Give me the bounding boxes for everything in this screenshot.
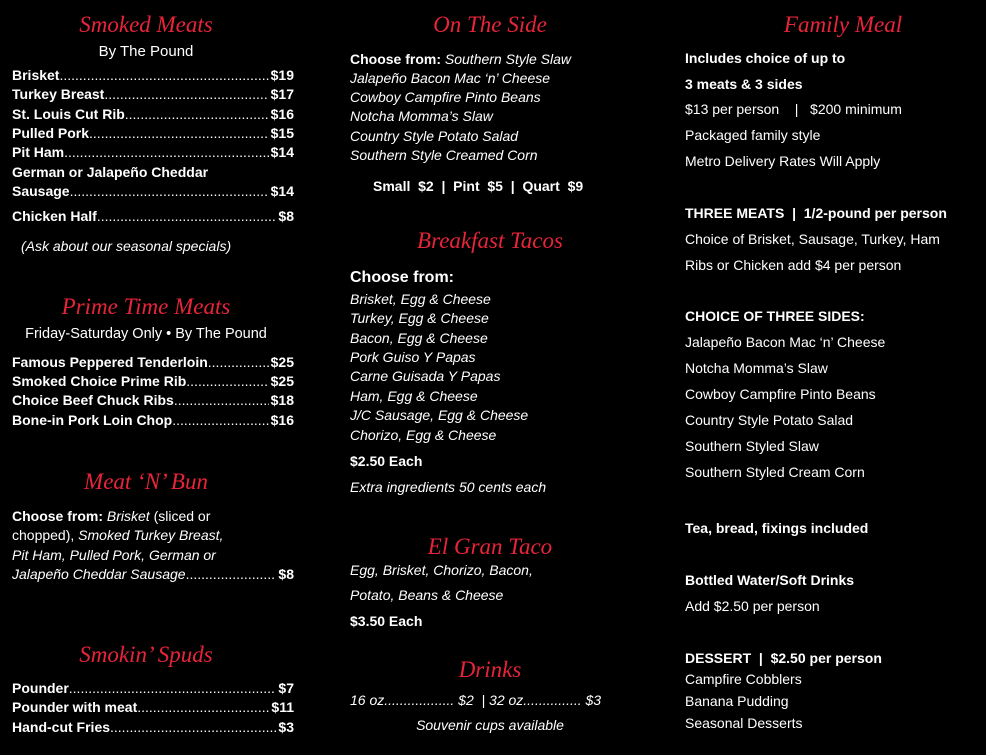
dessert-item: Banana Pudding (685, 693, 789, 709)
taco-item: Ham, Egg & Cheese (350, 388, 478, 404)
meat-n-bun-title: Meat ‘N’ Bun (84, 469, 208, 494)
taco-item: Bacon, Egg & Cheese (350, 330, 488, 346)
family-side-item: Notcha Momma’s Slaw (685, 360, 828, 376)
meats-line: Ribs or Chicken add $4 per person (685, 257, 902, 273)
taco-item: J/C Sausage, Egg & Cheese (350, 407, 529, 423)
family-side-item: Southern Styled Cream Corn (685, 464, 865, 480)
dessert-item: Seasonal Desserts (685, 715, 803, 731)
tacos-extra: Extra ingredients 50 cents each (350, 479, 547, 495)
on-the-side-title: On The Side (433, 12, 547, 37)
smoked-meats-subtitle: By The Pound (98, 43, 194, 60)
side-item: Cowboy Campfire Pinto Beans (350, 89, 541, 105)
taco-item: Chorizo, Egg & Cheese (350, 427, 497, 443)
family-line: Metro Delivery Rates Will Apply (685, 153, 881, 169)
family-line: Packaged family style (685, 127, 821, 143)
family-side-item: Southern Styled Slaw (685, 438, 819, 454)
sides-head: CHOICE OF THREE SIDES: (685, 308, 865, 324)
taco-item: Turkey, Egg & Cheese (350, 310, 489, 326)
menu-item: Brisket ..... $19 (12, 67, 294, 83)
family-line: Includes choice of up to (685, 50, 846, 66)
menu-item: Pounder with meat ..... $11 (12, 699, 294, 715)
menu-item: Jalapeño Cheddar Sausage ..... $8 (12, 566, 294, 582)
side-item: Jalapeño Bacon Mac ‘n’ Cheese (350, 70, 551, 86)
menu-item: Hand-cut Fries ..... $3 (12, 719, 294, 735)
dessert-item: Campfire Cobblers (685, 671, 802, 687)
gran-line-1: Egg, Brisket, Chorizo, Bacon, (350, 562, 533, 578)
drinks-line: 16 oz.................. $2 | 32 oz............... $3 (350, 692, 602, 708)
seasonal-note: (Ask about our seasonal specials) (21, 238, 232, 254)
side-item: Notcha Momma’s Slaw (350, 108, 493, 124)
water-head: Bottled Water/Soft Drinks (685, 572, 855, 588)
taco-item: Carne Guisada Y Papas (350, 368, 501, 384)
menu-item: Smoked Choice Prime Rib ..... $25 (12, 373, 294, 389)
menu-item: Famous Peppered Tenderloin ..... $25 (12, 354, 294, 370)
taco-item: Pork Guiso Y Papas (350, 349, 476, 365)
menu-item: Pulled Pork ..... $15 (12, 125, 294, 141)
gran-price: $3.50 Each (350, 613, 423, 629)
tacos-choose: Choose from: (350, 269, 454, 286)
side-item: Country Style Potato Salad (350, 128, 519, 144)
menu-item: Pit Ham ..... $14 (12, 144, 294, 160)
meats-line: Choice of Brisket, Sausage, Turkey, Ham (685, 231, 940, 247)
sausage-line: German or Jalapeño Cheddar (12, 164, 209, 180)
bun-line-1: Choose from: Brisket (sliced or (12, 508, 211, 524)
family-side-item: Country Style Potato Salad (685, 412, 854, 428)
el-gran-taco-title: El Gran Taco (427, 534, 553, 559)
family-meal-title: Family Meal (783, 12, 903, 37)
dessert-head: DESSERT | $2.50 per person (685, 650, 882, 666)
prime-meats-subtitle: Friday-Saturday Only • By The Pound (25, 326, 267, 342)
family-line: $13 per person | $200 minimum (685, 101, 902, 117)
menu-item: Pounder ..... $7 (12, 680, 294, 696)
menu-item: Turkey Breast ..... $17 (12, 86, 294, 102)
bun-line-2: chopped), Smoked Turkey Breast, (12, 527, 224, 543)
bun-line-3: Pit Ham, Pulled Pork, German or (12, 547, 216, 563)
side-item: Southern Style Creamed Corn (350, 147, 538, 163)
menu-item: Choice Beef Chuck Ribs ..... $18 (12, 392, 294, 408)
side-sizes: Small $2 | Pint $5 | Quart $9 (373, 178, 584, 194)
menu-item: Sausage ..... $14 (12, 183, 294, 199)
breakfast-tacos-title: Breakfast Tacos (417, 228, 563, 253)
taco-item: Brisket, Egg & Cheese (350, 291, 491, 307)
tea-line: Tea, bread, fixings included (685, 520, 869, 536)
menu-item: Bone-in Pork Loin Chop ..... $16 (12, 412, 294, 428)
gran-line-2: Potato, Beans & Cheese (350, 587, 504, 603)
tacos-price: $2.50 Each (350, 453, 423, 469)
family-line: 3 meats & 3 sides (685, 76, 803, 92)
menu-item: St. Louis Cut Rib ..... $16 (12, 106, 294, 122)
family-side-item: Cowboy Campfire Pinto Beans (685, 386, 876, 402)
smoked-meats-title: Smoked Meats (79, 12, 213, 37)
smokin-spuds-title: Smokin’ Spuds (79, 642, 213, 667)
three-meats-head: THREE MEATS | 1/2-pound per person (685, 205, 947, 221)
family-side-item: Jalapeño Bacon Mac ‘n’ Cheese (685, 334, 886, 350)
menu-item: Chicken Half ..... $8 (12, 208, 294, 224)
prime-meats-title: Prime Time Meats (61, 294, 231, 319)
drinks-note: Souvenir cups available (416, 717, 564, 733)
water-add: Add $2.50 per person (685, 598, 820, 614)
side-choose-line: Choose from: Southern Style Slaw (350, 51, 571, 67)
drinks-title: Drinks (458, 657, 522, 682)
